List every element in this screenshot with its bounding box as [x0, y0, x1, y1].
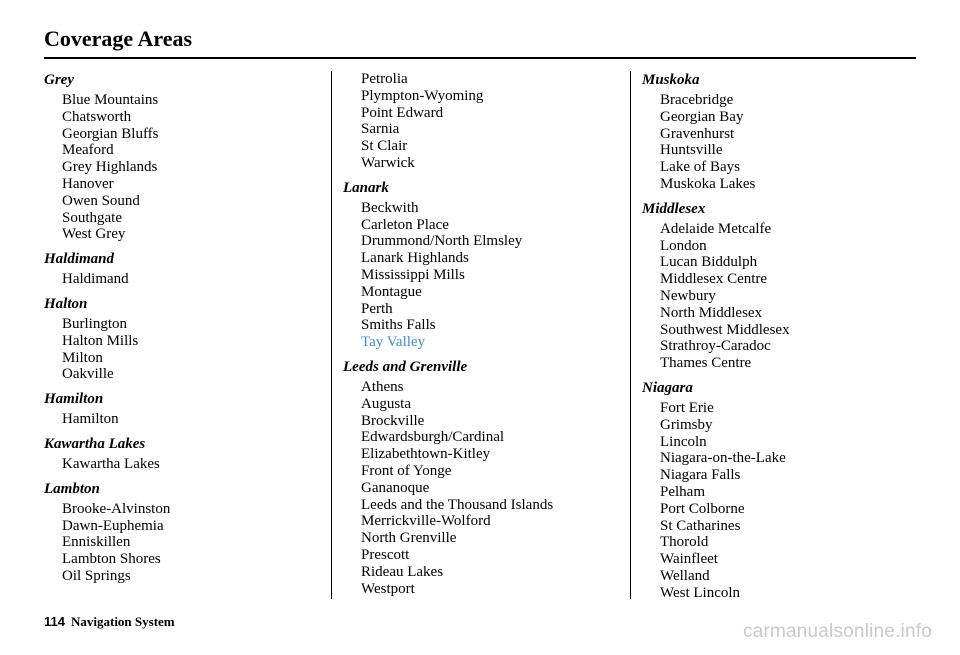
- area-item: Lanark Highlands: [361, 250, 469, 267]
- area-item: Fort Erie: [660, 399, 714, 416]
- area-item: Middlesex Centre: [660, 271, 768, 288]
- region-heading: Muskoka: [642, 72, 700, 88]
- region-group: [642, 200, 932, 372]
- region-heading: Kawartha Lakes: [44, 435, 146, 452]
- area-item: Rideau Lakes: [361, 563, 444, 580]
- region-heading: Halton: [44, 295, 88, 312]
- area-item: Georgian Bay: [660, 108, 744, 125]
- area-item: Gananoque: [361, 479, 430, 496]
- area-item: West Grey: [62, 226, 126, 243]
- area-item: Brooke-Alvinston: [62, 500, 171, 517]
- area-item: Smiths Falls: [361, 317, 436, 334]
- area-item: Lucan Biddulph: [660, 254, 758, 271]
- region-heading: Grey: [44, 72, 74, 88]
- area-item: Westport: [361, 580, 415, 597]
- area-item: West Lincoln: [660, 584, 741, 601]
- area-item: Sarnia: [361, 121, 400, 138]
- region-group: [44, 71, 334, 243]
- region-heading: Leeds and Grenville: [343, 358, 468, 375]
- area-item: Georgian Bluffs: [62, 125, 159, 142]
- area-item: Brockville: [361, 412, 425, 429]
- footer-section: Navigation System: [70, 614, 175, 629]
- area-item: Athens: [361, 378, 404, 395]
- area-item: Haldimand: [62, 271, 129, 288]
- area-item: Southwest Middlesex: [660, 321, 790, 338]
- area-item: Lake of Bays: [660, 159, 740, 176]
- area-item: Enniskillen: [62, 534, 131, 551]
- column-1: [44, 71, 334, 592]
- area-item: North Grenville: [361, 530, 457, 547]
- area-item: Point Edward: [361, 104, 444, 121]
- area-item: Strathroy-Caradoc: [660, 338, 771, 355]
- column-divider-2: [630, 71, 631, 599]
- area-item: Oil Springs: [62, 567, 131, 584]
- area-item: Welland: [660, 567, 710, 584]
- area-item: Plympton-Wyoming: [361, 87, 484, 104]
- area-item: Pelham: [660, 483, 705, 500]
- region-heading: Hamilton: [44, 391, 104, 408]
- area-item: London: [660, 237, 707, 254]
- area-item: Thorold: [660, 534, 709, 551]
- area-item: Wainfleet: [660, 551, 718, 568]
- area-item: Edwardsburgh/Cardinal: [361, 429, 505, 446]
- region-group: [44, 480, 334, 585]
- region-heading: Middlesex: [642, 200, 706, 217]
- region-heading: Niagara: [642, 379, 693, 396]
- region-group: [44, 295, 334, 383]
- region-heading: Lambton: [44, 480, 100, 497]
- area-item: Petrolia: [361, 71, 408, 87]
- region-group: [343, 358, 633, 597]
- area-item: Grimsby: [660, 416, 713, 433]
- area-item: Hanover: [62, 175, 114, 192]
- area-item: Niagara-on-the-Lake: [660, 450, 786, 467]
- region-group: [44, 250, 334, 288]
- area-item: Carleton Place: [361, 216, 449, 233]
- area-item: Adelaide Metcalfe: [660, 220, 772, 237]
- area-item: Bracebridge: [660, 92, 734, 108]
- area-item: Montague: [361, 283, 422, 300]
- area-item: Muskoka Lakes: [660, 175, 756, 192]
- area-item: Mississippi Mills: [361, 266, 465, 283]
- region-group: [343, 71, 633, 172]
- region-group: [642, 71, 932, 193]
- area-item: Gravenhurst: [660, 125, 735, 142]
- area-link[interactable]: Tay Valley: [361, 334, 426, 351]
- area-item: Augusta: [361, 395, 411, 412]
- area-item: Burlington: [62, 315, 128, 332]
- column-3: [642, 71, 932, 609]
- area-item: Beckwith: [361, 199, 419, 216]
- region-heading: Lanark: [343, 179, 389, 196]
- area-item: Oakville: [62, 366, 114, 383]
- area-item: Lincoln: [660, 433, 707, 450]
- page-footer: [44, 614, 175, 630]
- area-item: Dawn-Euphemia: [62, 517, 164, 534]
- column-divider-1: [331, 71, 332, 599]
- area-item: Drummond/North Elmsley: [361, 233, 523, 250]
- column-2: [343, 71, 633, 604]
- area-item: Huntsville: [660, 142, 723, 159]
- area-item: North Middlesex: [660, 304, 763, 321]
- area-item: Warwick: [361, 154, 415, 171]
- area-item: Owen Sound: [62, 192, 140, 209]
- area-item: Newbury: [660, 287, 716, 304]
- area-item: Merrickville-Wolford: [361, 513, 491, 530]
- area-item: Southgate: [62, 209, 122, 226]
- area-item: St Clair: [361, 138, 408, 155]
- area-item: Elizabethtown-Kitley: [361, 446, 491, 463]
- area-item: Prescott: [361, 546, 410, 563]
- area-item: Milton: [62, 349, 103, 366]
- area-item: Chatsworth: [62, 108, 132, 125]
- area-item: Front of Yonge: [361, 462, 452, 479]
- region-group: [343, 179, 633, 351]
- area-item: Halton Mills: [62, 332, 139, 349]
- region-heading: Haldimand: [44, 251, 115, 268]
- area-item: Port Colborne: [660, 500, 745, 517]
- area-item: Grey Highlands: [62, 159, 158, 176]
- area-item: Meaford: [62, 142, 114, 159]
- area-item: Perth: [361, 300, 393, 317]
- page-title: Coverage Areas: [44, 26, 193, 51]
- area-item: Lambton Shores: [62, 551, 161, 568]
- area-item: St Catharines: [660, 517, 741, 534]
- area-item: Leeds and the Thousand Islands: [361, 496, 554, 513]
- area-item: Kawartha Lakes: [62, 455, 160, 472]
- area-item: Thames Centre: [660, 355, 752, 372]
- region-group: [642, 379, 932, 602]
- region-group: [44, 435, 334, 473]
- region-group: [44, 390, 334, 428]
- area-item: Blue Mountains: [62, 92, 159, 108]
- title-rule: [44, 57, 916, 59]
- watermark: carmanualsonline.info: [742, 621, 932, 642]
- page-number: 114: [44, 614, 65, 629]
- area-item: Hamilton: [62, 411, 119, 428]
- area-item: Niagara Falls: [660, 467, 741, 484]
